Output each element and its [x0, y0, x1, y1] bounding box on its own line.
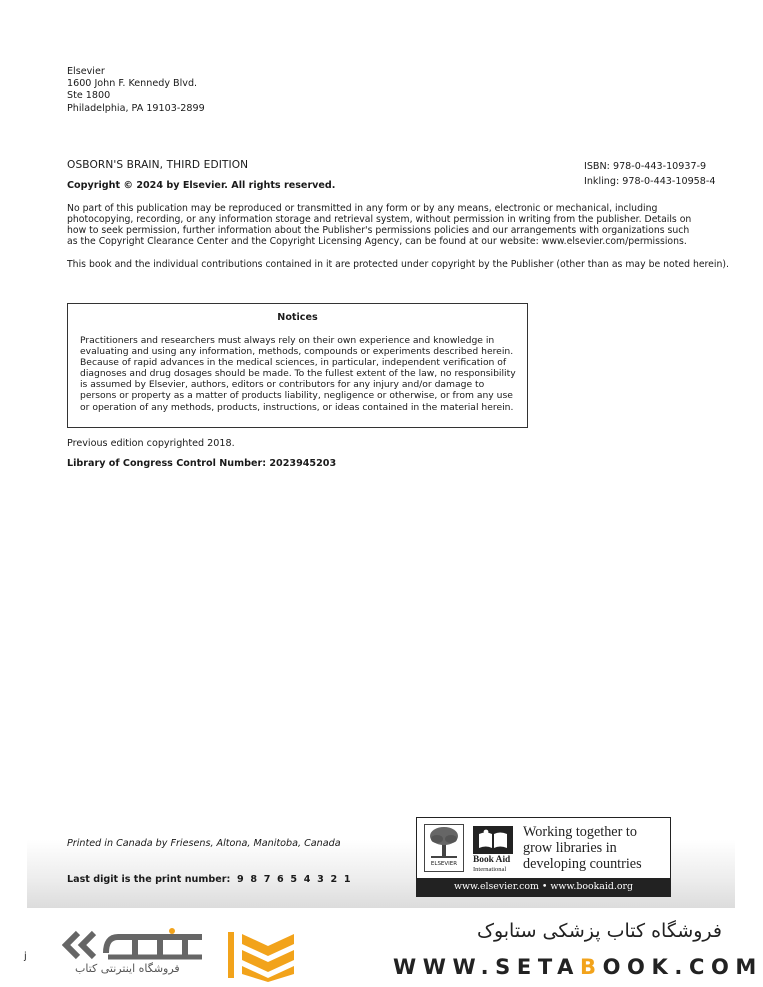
store-url[interactable] — [393, 955, 763, 979]
publisher-suite: Ste 1800 — [67, 90, 111, 102]
notices-heading: Notices — [277, 312, 318, 323]
publisher-city: Philadelphia, PA 19103-2899 — [67, 102, 205, 114]
bookaid-book-icon — [473, 826, 513, 854]
bookaid-box — [416, 817, 671, 897]
bookaid-tagline: Working together to grow libraries in developing countries — [523, 824, 642, 872]
lccn: Library of Congress Control Number: 2023945203 — [67, 458, 337, 469]
print-number: Last digit is the print number: 9 8 7 6 5 4 3 2 1 — [67, 874, 351, 885]
copyright-line: Copyright © 2024 by Elsevier. All rights reserved. — [67, 180, 336, 191]
rights-paragraph: No part of this publication may be reproduced or transmitted in any form or by any means, electronic or mechanical, including photocopying, recording, or any information storage and retrieval system, without permission in writing from the publisher. Details on how to seek permission, further information about the Publisher's permissions policies and our arrangements with organizations such as the Copyright Clearance Center and the Copyright Licensing Agency, can be found at our website: www.elsevier.com/permissions. — [67, 203, 692, 248]
elsevier-label: ELSEVIER — [430, 861, 458, 867]
notices-body: Practitioners and researchers must always rely on their own experience and knowledge in evaluating and using any information, methods, compounds or experiments described herein. Because of rapid advances in the medical sciences, in particular, independent verification of diagnoses and drug dosages should be made. To the fullest extent of the law, no responsibility is assumed by Elsevier, authors, editors or contributors for any injury and/or damage to persons or property as a matter of products liability, negligence or otherwise, or from any use or operation of any methods, products, instructions, or ideas contained in the material herein. — [80, 335, 516, 413]
bookaid-label: Book Aid — [473, 855, 511, 865]
isbn: ISBN: 978-0-443-10937-9 — [584, 161, 707, 172]
page-mark: j — [24, 951, 27, 962]
tree-icon — [425, 825, 463, 861]
url-part-1: WWW.SETA — [393, 955, 580, 979]
setabook-chevron-icon — [228, 928, 300, 982]
printed-in: Printed in Canada by Friesens, Altona, Manitoba, Canada — [67, 838, 341, 849]
url-part-accent: B — [579, 955, 603, 979]
previous-edition: Previous edition copyrighted 2018. — [67, 438, 235, 449]
protection-paragraph: This book and the individual contributions contained in it are protected under copyright by the Publisher (other than as may be noted herein). — [67, 259, 729, 270]
publisher-name: Elsevier — [67, 66, 105, 77]
store-name: فروشگاه کتاب پزشکی ستابوک — [476, 920, 722, 942]
notices-box — [67, 303, 528, 428]
book-title: OSBORN'S BRAIN, THIRD EDITION — [67, 159, 249, 171]
publisher-street: 1600 John F. Kennedy Blvd. — [67, 78, 198, 90]
bookaid-urls: www.elsevier.com • www.bookaid.org — [417, 878, 670, 896]
logo-subtitle: فروشگاه اینترنتی کتاب — [75, 962, 180, 975]
inkling-isbn: Inkling: 978-0-443-10958-4 — [584, 176, 716, 187]
publisher-address — [67, 66, 205, 115]
url-part-3: OOK.COM — [602, 955, 763, 979]
setabook-logo-icon — [62, 925, 212, 965]
bookaid-sub: International — [473, 866, 507, 873]
